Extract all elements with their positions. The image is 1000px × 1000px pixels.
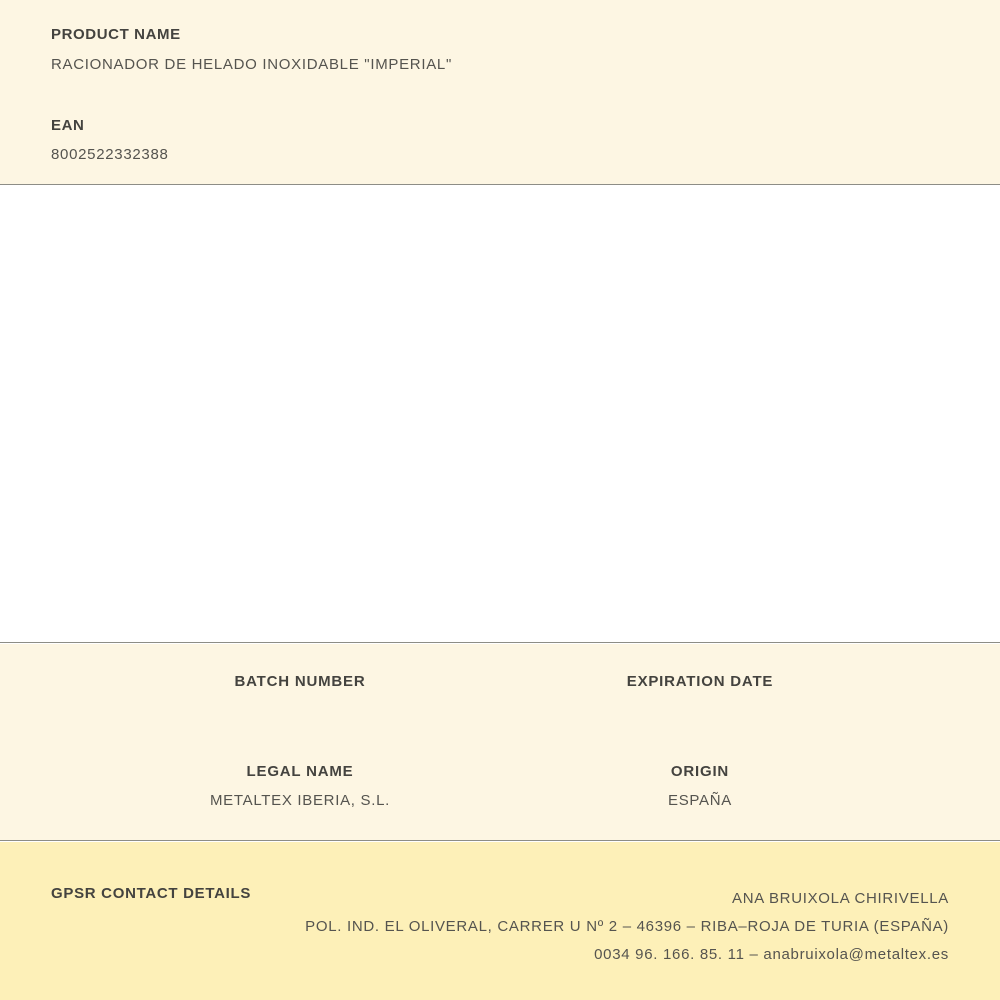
expiration-date-value <box>500 702 900 719</box>
product-name-label: PRODUCT NAME <box>51 26 181 43</box>
gpsr-contact-phone-email: 0034 96. 166. 85. 11 – anabruixola@metaltex.es <box>594 946 949 963</box>
product-name-value: RACIONADOR DE HELADO INOXIDABLE "IMPERIAL" <box>51 56 452 73</box>
origin-label: ORIGIN <box>670 763 730 780</box>
gpsr-contact-section <box>0 842 1000 1000</box>
legal-name-value: METALTEX IBERIA, S.L. <box>209 792 391 809</box>
expiration-date-block <box>500 673 900 719</box>
legal-name-label: LEGAL NAME <box>246 763 354 780</box>
gpsr-contact-name: ANA BRUIXOLA CHIRIVELLA <box>731 890 949 907</box>
ean-label: EAN <box>51 117 85 134</box>
gpsr-contact-address: POL. IND. EL OLIVERAL, CARRER U Nº 2 – 46396 – RIBA–ROJA DE TURIA (ESPAÑA) <box>305 918 949 935</box>
batch-number-block <box>100 673 500 719</box>
batch-number-value <box>100 702 500 719</box>
legal-name-block <box>100 763 500 809</box>
expiration-date-label: EXPIRATION DATE <box>626 673 774 690</box>
gpsr-contact-lines <box>305 885 949 969</box>
origin-value: ESPAÑA <box>668 792 732 809</box>
product-details-section <box>0 644 1000 841</box>
gpsr-contact-label: GPSR CONTACT DETAILS <box>51 885 252 902</box>
origin-block <box>500 763 900 809</box>
product-image-area <box>0 186 1000 643</box>
batch-number-label: BATCH NUMBER <box>234 673 366 690</box>
product-header-section <box>0 0 1000 185</box>
ean-value: 8002522332388 <box>51 146 169 163</box>
